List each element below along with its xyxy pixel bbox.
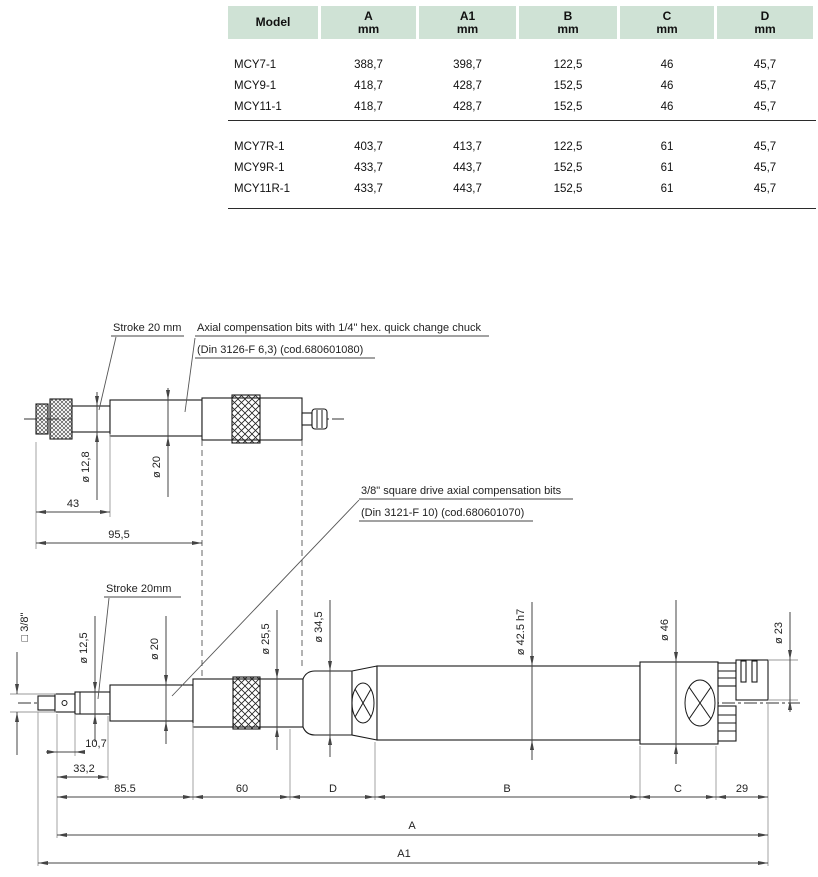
table-cell: 443,7 — [453, 162, 482, 174]
table-cell: 61 — [660, 162, 674, 174]
model-cell: MCY11R-1 — [234, 183, 291, 195]
dim-60: 60 — [235, 783, 249, 795]
knurled-band — [233, 677, 260, 729]
model-cell: MCY11-1 — [234, 101, 282, 113]
dim-B: B — [503, 783, 511, 795]
table-cell: 398,7 — [453, 59, 482, 71]
column-header-unit: mm — [357, 21, 380, 36]
model-cell: MCY7R-1 — [234, 141, 285, 153]
table-cell: 46 — [660, 101, 674, 113]
table-cell: 61 — [660, 141, 674, 153]
table-cell: 122,5 — [553, 141, 583, 153]
dim-10-7: 10,7 — [85, 738, 107, 750]
table-cell: 45,7 — [753, 80, 777, 92]
table-cell: 152,5 — [553, 101, 583, 113]
front-cylinder — [110, 685, 193, 721]
model-cell: MCY9R-1 — [234, 162, 285, 174]
dim-95-5: 95,5 — [108, 529, 130, 541]
column-header-label: B — [563, 8, 573, 23]
dim-33-2: 33,2 — [73, 763, 95, 775]
column-header-unit: mm — [557, 21, 579, 36]
knurled-ring — [36, 404, 48, 434]
table-cell: 418,7 — [354, 80, 383, 92]
motor-body — [377, 666, 640, 740]
drive-nose — [38, 696, 55, 710]
table-cell: 45,7 — [753, 141, 777, 153]
column-header-unit: mm — [754, 21, 776, 36]
dim-dia-23: ø 23 — [773, 621, 785, 645]
dim-A1: A1 — [397, 848, 411, 860]
table-cell: 46 — [660, 80, 674, 92]
knurled-ring — [50, 399, 72, 439]
hex-bit-tip — [312, 409, 327, 429]
table-cell: 428,7 — [453, 80, 482, 92]
dim-C: C — [674, 783, 682, 795]
collar-section — [303, 671, 352, 735]
dim-square-3-8: □ 3/8" — [19, 612, 31, 642]
bits-label-line2: (Din 3121-F 10) (cod.680601070) — [361, 507, 525, 519]
bits-label-line1: 3/8" square drive axial compensation bits — [361, 485, 562, 497]
leader-line — [99, 337, 116, 410]
table-cell: 45,7 — [753, 183, 777, 195]
table-cell: 122,5 — [553, 59, 583, 71]
rear-block — [640, 662, 718, 744]
table-cell: 45,7 — [753, 101, 777, 113]
dim-dia-34-5: ø 34,5 — [313, 611, 325, 643]
model-cell: MCY7-1 — [234, 59, 277, 71]
model-cell: MCY9-1 — [234, 80, 277, 92]
table-cell: 152,5 — [553, 162, 583, 174]
dim-dia-25-5: ø 25,5 — [260, 623, 272, 655]
square-drive — [55, 694, 75, 712]
dim-D: D — [329, 783, 337, 795]
table-cell: 433,7 — [354, 162, 383, 174]
fitting-groove — [741, 661, 746, 682]
bottom-view-spindle — [10, 485, 800, 866]
leader-line — [98, 598, 109, 699]
table-cell: 403,7 — [354, 141, 383, 153]
column-header-unit: mm — [656, 21, 678, 36]
table-cell: 152,5 — [553, 183, 583, 195]
table-cell: 433,7 — [354, 183, 383, 195]
dim-dia-12-8: ø 12,8 — [80, 451, 92, 483]
table-cell: 61 — [660, 183, 674, 195]
leader-line — [172, 500, 359, 696]
dim-43: 43 — [66, 498, 80, 510]
compensation-shaft — [72, 406, 110, 432]
dim-dia-12-5: ø 12,5 — [78, 632, 90, 664]
table-cell: 443,7 — [453, 183, 482, 195]
dim-dia-46: ø 46 — [659, 618, 671, 642]
knurled-band — [232, 395, 260, 443]
table-cell: 418,7 — [354, 101, 383, 113]
chuck-label-line1: Axial compensation bits with 1/4" hex. quick change chuck — [197, 322, 481, 334]
hex-neck — [302, 413, 312, 425]
dim-85-5: 85.5 — [114, 783, 136, 795]
taper-section — [352, 666, 377, 740]
column-header-label: D — [760, 8, 770, 23]
table-cell: 45,7 — [753, 59, 777, 71]
table-cell: 45,7 — [753, 162, 777, 174]
stroke-label-top: Stroke 20 mm — [113, 322, 182, 334]
table-cell: 46 — [660, 59, 674, 71]
stroke-label-bottom: Stroke 20mm — [106, 583, 172, 595]
table-cell: 152,5 — [553, 80, 583, 92]
column-header-label: C — [662, 8, 672, 23]
table-cell: 428,7 — [453, 101, 482, 113]
table-cell: 388,7 — [354, 59, 383, 71]
hex-nut-upper — [718, 663, 736, 686]
dim-dia-42-5-h7: ø 42.5 h7 — [515, 608, 527, 656]
sleeve-cylinder — [110, 400, 202, 436]
dim-A: A — [408, 820, 416, 832]
table-cell: 413,7 — [453, 141, 482, 153]
chuck-label-line2: (Din 3126-F 6,3) (cod.680601080) — [197, 344, 364, 356]
column-header-label: A1 — [459, 8, 476, 23]
dim-dia-20: ø 20 — [149, 637, 161, 661]
column-header-unit: mm — [456, 21, 479, 36]
column-header-label: A — [364, 8, 373, 23]
top-view-hex-chuck-bit — [24, 322, 489, 678]
column-header-label: Model — [255, 15, 291, 29]
dim-29: 29 — [735, 783, 749, 795]
fitting-groove — [752, 661, 757, 682]
dim-dia-20: ø 20 — [151, 455, 163, 479]
